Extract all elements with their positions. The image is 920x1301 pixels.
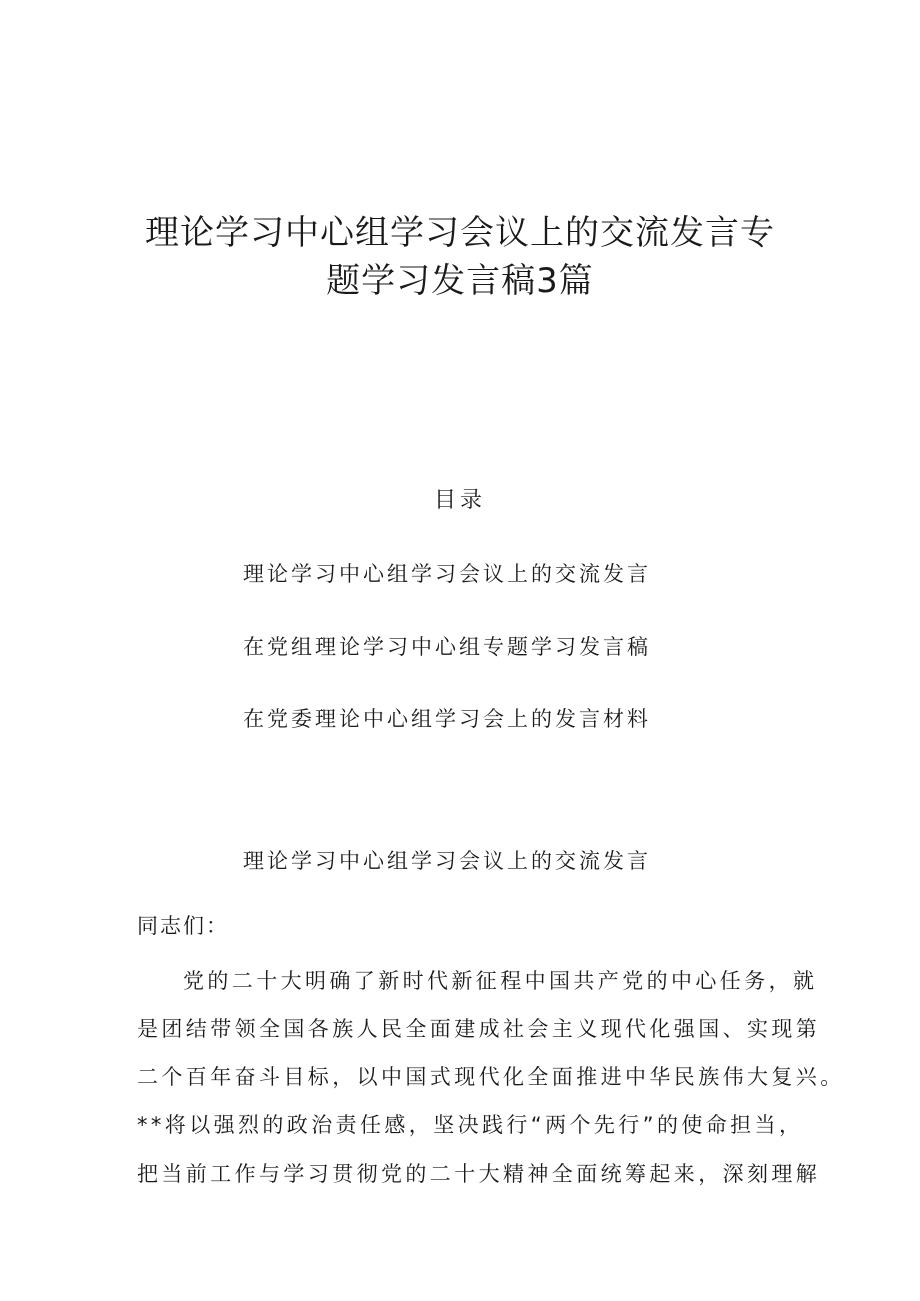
document-title-line-2: 题学习发言稿3篇 — [326, 261, 594, 301]
toc-item: 在党组理论学习中心组专题学习发言稿 — [243, 635, 651, 659]
document-title-line-1: 理论学习中心组学习会议上的交流发言专 — [145, 213, 775, 253]
section-heading: 理论学习中心组学习会议上的交流发言 — [243, 849, 651, 873]
toc-item: 理论学习中心组学习会议上的交流发言 — [243, 562, 651, 586]
body-text-line: 二个百年奋斗目标，以中国式现代化全面推进中华民族伟大复兴。 — [137, 1065, 845, 1089]
toc-item: 在党委理论中心组学习会上的发言材料 — [243, 707, 651, 731]
toc-heading: 目录 — [433, 488, 486, 513]
body-text-line: **将以强烈的政治责任感，坚决践行“两个先行”的使命担当， — [137, 1113, 804, 1137]
body-text-line: 把当前工作与学习贯彻党的二十大精神全面统筹起来，深刻理解 — [137, 1162, 821, 1186]
salutation: 同志们： — [137, 914, 229, 938]
body-text-line: 党的二十大明确了新时代新征程中国共产党的中心任务，就 — [183, 969, 818, 993]
body-text-line: 是团结带领全国各族人民全面建成社会主义现代化强国、实现第 — [137, 1017, 821, 1041]
